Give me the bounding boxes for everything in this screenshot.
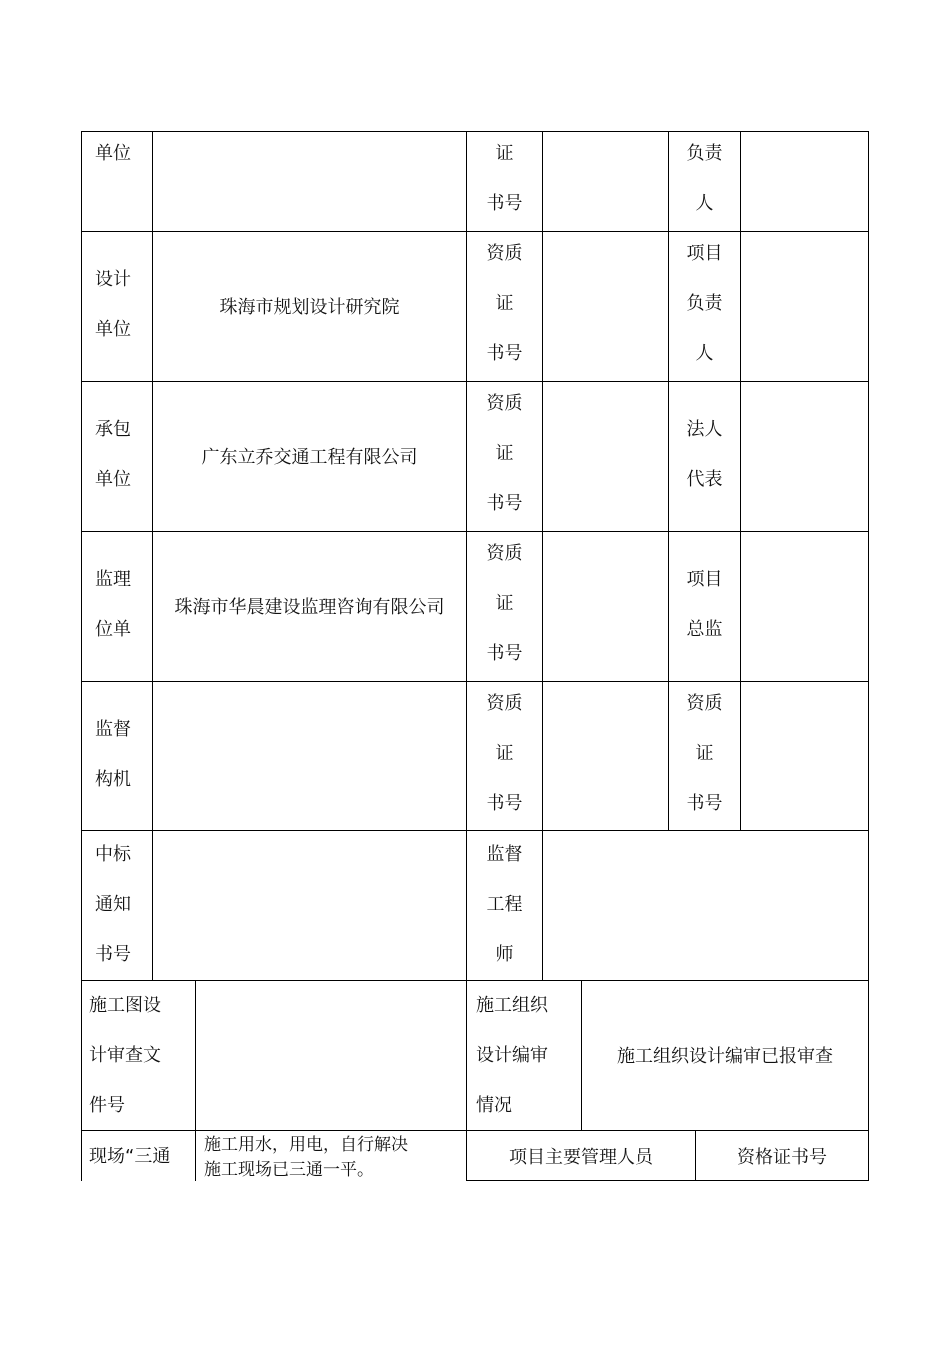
row-line-bottom-right xyxy=(466,1180,869,1181)
row3-person-label: 法人 代表 xyxy=(686,419,723,490)
row5-label: 监督 构机 xyxy=(95,719,131,790)
row4-cert-label: 资质 证 书号 xyxy=(486,543,523,664)
row5-person-label: 资质 证 书号 xyxy=(686,693,723,814)
plan-review-line-2: 设计编审 xyxy=(476,1045,548,1066)
contractor-unit-value: 广东立乔交通工程有限公司 xyxy=(201,447,418,468)
col-line-person-value xyxy=(740,131,741,830)
site-conditions-label: 现场“三通 xyxy=(89,1146,171,1167)
row4-label: 监理 位单 xyxy=(95,569,131,640)
row3-label: 承包 单位 xyxy=(95,419,131,490)
site-status-text: 施工现场已三通一平。 xyxy=(204,1160,374,1180)
drawing-review-line-1: 施工图设 xyxy=(89,995,161,1016)
row1-label: 单位 xyxy=(95,143,131,164)
plan-review-value: 施工组织设计编审已报审查 xyxy=(617,1046,833,1067)
cert-number-header: 资格证书号 xyxy=(737,1146,827,1168)
row6-engineer-label: 监督 工程 师 xyxy=(486,844,523,965)
row1-person-label: 负责 人 xyxy=(686,143,723,214)
row4-person-label: 项目 总监 xyxy=(686,569,723,640)
water-power-text: 施工用水，用电，自行解决 xyxy=(204,1135,408,1155)
plan-review-line-1: 施工组织 xyxy=(476,995,548,1016)
row2-label: 设计 单位 xyxy=(95,269,131,340)
drawing-review-line-2: 计审查文 xyxy=(89,1045,161,1066)
col-line-right xyxy=(868,131,869,1181)
plan-review-label: 施工组织 设计编审 情况 xyxy=(476,981,572,1131)
row5-cert-label: 资质 证 书号 xyxy=(486,693,523,814)
row1-cert-label: 证 书号 xyxy=(486,143,523,214)
col-line-cert xyxy=(542,131,543,980)
staff-header: 项目主要管理人员 xyxy=(509,1146,653,1168)
row2-person-label: 项目 负责 人 xyxy=(686,243,723,364)
drawing-review-label: 施工图设 计审查文 件号 xyxy=(89,981,185,1131)
row3-cert-label: 资质 证 书号 xyxy=(486,393,523,514)
row2-cert-label: 资质 证 书号 xyxy=(486,243,523,364)
row6-label: 中标 通知 书号 xyxy=(95,844,131,965)
supervision-unit-value: 珠海市华晨建设监理咨询有限公司 xyxy=(174,597,445,618)
col-line-r7-label xyxy=(195,980,196,1181)
design-unit-value: 珠海市规划设计研究院 xyxy=(219,297,400,318)
